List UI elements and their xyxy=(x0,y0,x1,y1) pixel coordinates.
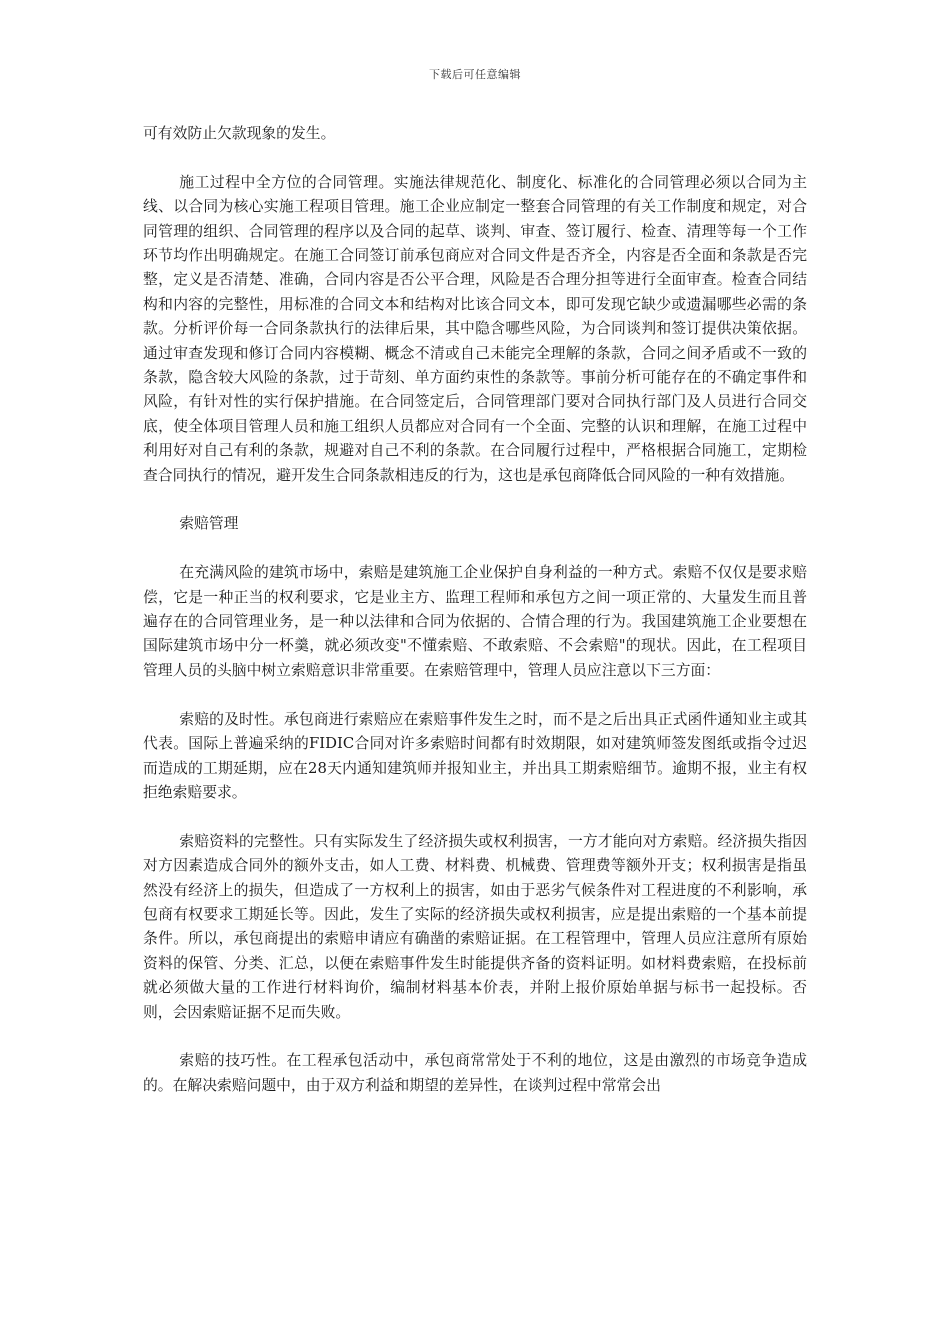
page-header: 下载后可任意编辑 xyxy=(429,68,521,81)
paragraph-claims-completeness: 索赔资料的完整性。只有实际发生了经济损失或权利损害，一方才能向对方索赔。经济损失指因对方因素造成合同外的额外支击，如人工费、材料费、机械费、管理费等额外开支；权利损害是指虽然没有经济上的损失，但造成了一方权利上的损害，如由于恶劣气候条件对工程进度的不利影响，承包商有权要求工期延长等。因此，发生了实际的经济损失或权利损害，应是提出索赔的一个基本前提条件。所以，承包商提出的索赔申请应有确凿的索赔证据。在工程管理中，管理人员应注意所有原始资料的保管、分类、汇总，以便在索赔事件发生时能提供齐备的资料证明。如材料费索赔，在投标前就必须做大量的工作进行材料询价，编制材料基本价表，并附上报价原始单据与标书一起投标。否则，会因索赔证据不足而失败。 xyxy=(143,832,807,1021)
paragraph-claims-intro: 在充满风险的建筑市场中，索赔是建筑施工企业保护自身利益的一种方式。索赔不仅仅是要求赔偿，它是一种正当的权利要求，它是业主方、监理工程师和承包方之间一项正常的、大量发生而且普遍存在的合同管理业务，是一种以法律和合同为依据的、合情合理的行为。我国建筑施工企业要想在国际建筑市场中分一杯羹，就必须改变"不懂索赔、不敢索赔、不会索赔"的现状。因此，在工程项目管理人员的头脑中树立索赔意识非常重要。在索赔管理中，管理人员应注意以下三方面： xyxy=(143,564,807,679)
paragraph-claims-technique: 索赔的技巧性。在工程承包活动中，承包商常常处于不利的地位，这是由激烈的市场竞争造成的。在解决索赔问题中，由于双方利益和期望的差异性，在谈判过程中常常会出 xyxy=(143,1052,807,1094)
paragraph-claims-timeliness: 索赔的及时性。承包商进行索赔应在索赔事件发生之时，而不是之后出具正式函件通知业主或其代表。国际上普遍采纳的FIDIC合同对许多索赔时间都有时效期限，如对建筑师签发图纸或指令过迟而造成的工期延期，应在28天内通知建筑师并报知业主，并出具工期索赔细节。逾期不报，业主有权拒绝索赔要求。 xyxy=(143,710,807,801)
section-heading-claims: 索赔管理 xyxy=(179,515,239,533)
paragraph-continuation: 可有效防止欠款现象的发生。 xyxy=(143,125,336,142)
paragraph-contract-management: 施工过程中全方位的合同管理。实施法律规范化、制度化、标准化的合同管理必须以合同为主线、以合同为核心实施工程项目管理。施工企业应制定一整套合同管理的有关工作制度和规定，对合同管理的组织、合同管理的程序以及合同的起草、谈判、审查、签订履行、检查、清理等每一个工作环节均作出明确规定。在施工合同签订前承包商应对合同文件是否齐全，内容是否全面和条款是否完整，定义是否清楚、准确，合同内容是否公平合理，风险是否合理分担等进行全面审查。检查合同结构和内容的完整性，用标准的合同文本和结构对比该合同文本，即可发现它缺少或遗漏哪些必需的条款。分析评价每一合同条款执行的法律后果，其中隐含哪些风险，为合同谈判和签订提供决策依据。通过审查发现和修订合同内容模糊、概念不清或自己未能完全理解的条款，合同之间矛盾或不一致的条款，隐含较大风险的条款，过于苛刻、单方面约束性的条款等。事前分析可能存在的不确定事件和风险，有针对性的实行保护措施。在合同签定后，合同管理部门要对合同执行部门及人员进行合同交底，使全体项目管理人员和施工组织人员都应对合同有一个全面、完整的认识和理解，在施工过程中利用好对自己有利的条款，规避对自己不利的条款。在合同履行过程中，严格根据合同施工，定期检查合同执行的情况，避开发生合同条款相违反的行为，这也是承包商降低合同风险的一种有效措施。 xyxy=(143,173,807,484)
document-body xyxy=(143,122,807,1123)
